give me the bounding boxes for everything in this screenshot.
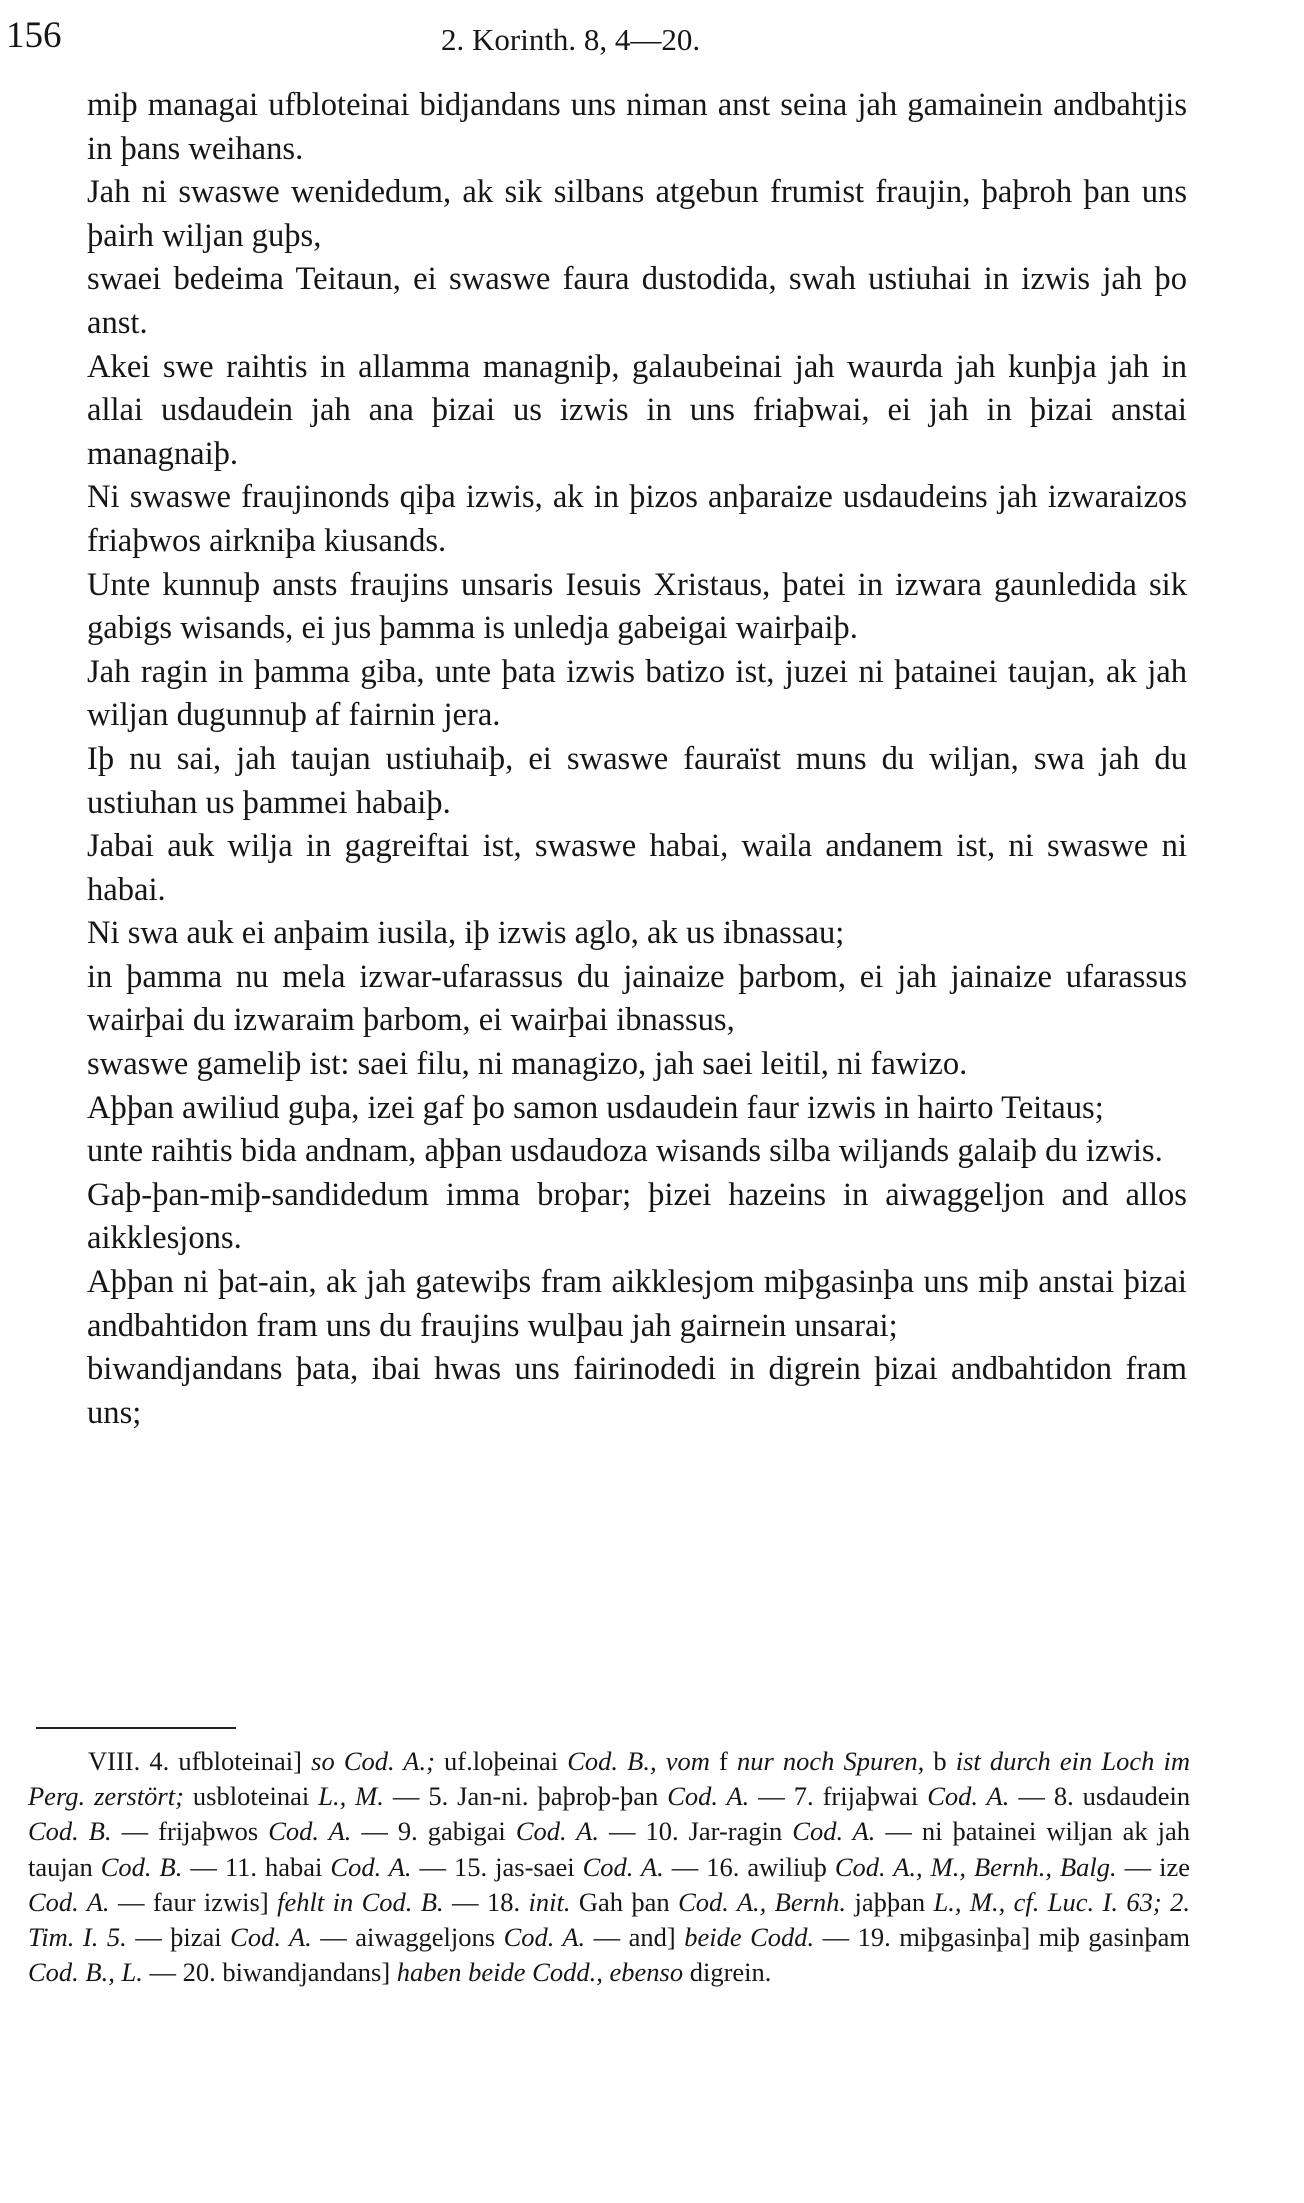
footnote-italic: Cod. A.: [230, 1922, 312, 1953]
verse: [0, 1261, 1187, 1348]
verse-text: swaswe gameliþ ist: saei filu, ni managizo, jah saei leitil, ni fawizo.: [87, 1046, 968, 1083]
footnote-italic: Cod. A.: [28, 1886, 110, 1917]
footnote-text: digrein.: [689, 1957, 772, 1988]
footnote-italic: Cod. B., vom: [567, 1746, 710, 1776]
footnote-italic: beide Codd.: [684, 1922, 815, 1953]
footnote-text: — 19. miþgasinþa] miþ gasinþam: [822, 1922, 1190, 1953]
footnote-italic: so Cod. A.;: [311, 1746, 435, 1776]
footnote-italic: Cod. B.: [100, 1851, 183, 1882]
running-title: 2. Korinth. 8, 4—20.: [441, 22, 701, 57]
footnote-text: — and]: [593, 1922, 676, 1953]
footnote-italic: L., M., cf. Luc. I. 63; 2. Tim. I. 5.: [28, 1886, 1191, 1953]
verse-text: swaei bedeima Teitaun, ei swaswe faura dustodida, swah ustiuhai in izwis jah þo anst.: [87, 261, 1187, 341]
verse: [0, 258, 1187, 345]
footnotes: [28, 1744, 1190, 1990]
verse-text: unte raihtis bida andnam, aþþan usdaudoza wisands silba wiljands galaiþ du izwis.: [87, 1133, 1163, 1170]
footnote-italic: Cod. A.: [503, 1922, 586, 1953]
footnote-text: — 18.: [452, 1886, 521, 1917]
verse-text: Aþþan ni þat-ain, ak jah gatewiþs fram aikklesjom miþgasinþa uns miþ anstai þizai andbahtidon fram uns du fraujins wulþau jah gairnein unsarai;: [87, 1264, 1187, 1344]
footnote-italic: L., M.: [318, 1781, 384, 1812]
verse: [0, 1348, 1187, 1435]
footnote-text: — faur izwis]: [117, 1886, 269, 1917]
verse-list: [0, 84, 1304, 1435]
footnote-rule: [36, 1727, 236, 1729]
footnote-italic: Cod. A., Bernh.: [678, 1886, 847, 1917]
footnote-italic: Cod. A., M., Bernh., Balg.: [834, 1851, 1117, 1882]
verse-text: Jabai auk wilja in gagreiftai ist, swaswe habai, waila andanem ist, ni swaswe ni habai.: [87, 828, 1187, 908]
footnote-italic: haben beide Codd., ebenso: [396, 1957, 684, 1988]
footnote-italic: Cod. A.: [268, 1816, 352, 1847]
footnote-text: — 9. gabigai: [361, 1816, 506, 1847]
footnote-text: — 16. awiliuþ: [671, 1851, 827, 1882]
verse-text: miþ managai ufbloteinai bidjandans uns niman anst seina jah gamainein andbahtjis in þans weihans.: [87, 87, 1187, 167]
footnote-italic: Cod. B.: [28, 1816, 112, 1847]
verse-text: Iþ nu sai, jah taujan ustiuhaiþ, ei swaswe fauraïst muns du wiljan, swa jah du ustiuhan us þammei habaiþ.: [87, 740, 1187, 821]
verse: [0, 171, 1187, 258]
footnote-text: — ize: [1124, 1851, 1191, 1882]
verse-text: Gaþ-þan-miþ-sandidedum imma broþar; þizei hazeins in aiwaggeljon and allos aikklesjons.: [87, 1176, 1187, 1257]
verse: [0, 912, 1187, 956]
verse: [0, 346, 1187, 477]
footnote-italic: fehlt in Cod. B.: [277, 1886, 444, 1917]
footnote-text: — aiwaggeljons: [320, 1922, 496, 1953]
footnote-text: Gah þan: [578, 1886, 670, 1917]
footnote-text: — 7. frijaþwai: [758, 1781, 919, 1812]
verse: [0, 564, 1187, 651]
footnote-text: — ni þatainei wiljan ak jah taujan: [28, 1816, 1191, 1882]
footnote-italic: Cod. A.: [927, 1781, 1010, 1812]
footnote-italic: ist durch ein Loch im Perg. zerstört;: [28, 1746, 1190, 1812]
verse-text: in þamma nu mela izwar-ufarassus du jainaize þarbom, ei jah jainaize ufarassus wairþai du izwaraim þarbom, ei wairþai ibnassus,: [87, 958, 1187, 1039]
footnote-text: — 5. Jan-ni. þaþroþ-þan: [392, 1781, 659, 1812]
footnote-text: — 20. biwandjandans]: [149, 1957, 391, 1988]
footnote-text: — 11. habai: [190, 1851, 323, 1882]
footnote-text: uf.loþeinai: [444, 1746, 559, 1776]
verse: [0, 1130, 1187, 1174]
footnote-italic: nur noch Spuren,: [736, 1746, 925, 1776]
footnote-text: — þizai: [135, 1922, 222, 1953]
verse-text: Akei swe raihtis in allamma managniþ, galaubeinai jah waurda jah kunþja jah in allai usdaudein jah ana þizai us izwis in uns friaþwai, ei jah in þizai anstai managnaiþ.: [87, 348, 1187, 472]
verse-text: Aþþan awiliud guþa, izei gaf þo samon usdaudein faur izwis in hairto Teitaus;: [87, 1089, 1104, 1126]
footnote-text: — 15. jas-saei: [419, 1851, 575, 1882]
verse: [0, 84, 1187, 171]
verse: [0, 738, 1187, 825]
verse: [0, 956, 1187, 1043]
page-number: 156: [6, 15, 62, 56]
verse-text: Unte kunnuþ ansts fraujins unsaris Iesuis Xristaus, þatei in izwara gaunledida sik gabigs wisands, ei jus þamma is unledja gabeigai wairþaiþ.: [87, 566, 1187, 647]
footnote-text: usbloteinai: [192, 1781, 310, 1812]
verse: [0, 651, 1187, 738]
verse-text: Ni swa auk ei anþaim iusila, iþ izwis aglo, ak us ibnassau;: [87, 915, 845, 952]
verse-text: Jah ni swaswe wenidedum, ak sik silbans atgebun frumist fraujin, þaþroh þan uns þairh wiljan guþs,: [87, 174, 1187, 254]
footnote-italic: Cod. A.: [792, 1816, 876, 1847]
verse: [0, 1087, 1187, 1131]
footnote-italic: Cod. A.: [667, 1781, 750, 1812]
footnote-italic: Cod. A.: [330, 1851, 412, 1882]
verse-text: Jah ragin in þamma giba, unte þata izwis batizo ist, juzei ni þatainei taujan, ak jah wiljan dugunnuþ af fairnin jera.: [87, 653, 1187, 734]
footnote-text: b: [933, 1746, 947, 1776]
verse: [0, 825, 1187, 912]
footnote-text: jaþþan: [854, 1886, 926, 1917]
verse-text: Ni swaswe fraujinonds qiþa izwis, ak in þizos anþaraize usdaudeins jah izwaraizos friaþwos airkniþa kiusands.: [87, 479, 1187, 559]
footnote-italic: Cod. A.: [515, 1816, 599, 1847]
footnote-text: — 10. Jar-ragin: [608, 1816, 783, 1847]
footnote-text: VIII. 4. ufbloteinai]: [88, 1746, 302, 1776]
verse: [0, 476, 1187, 563]
page-header: [0, 14, 1304, 58]
verse-text: biwandjandans þata, ibai hwas uns fairinodedi in digrein þizai andbahtidon fram uns;: [87, 1351, 1187, 1431]
footnote-text: f: [718, 1746, 728, 1776]
footnote-italic: Cod. B., L.: [28, 1957, 143, 1988]
verse: [0, 1174, 1187, 1261]
footnote-text: — 8. usdaudein: [1018, 1781, 1191, 1812]
footnote-italic: Cod. A.: [582, 1851, 664, 1882]
footnote-italic: init.: [528, 1886, 571, 1917]
footnote-text: — frijaþwos: [121, 1816, 259, 1847]
verse: [0, 1043, 1187, 1087]
